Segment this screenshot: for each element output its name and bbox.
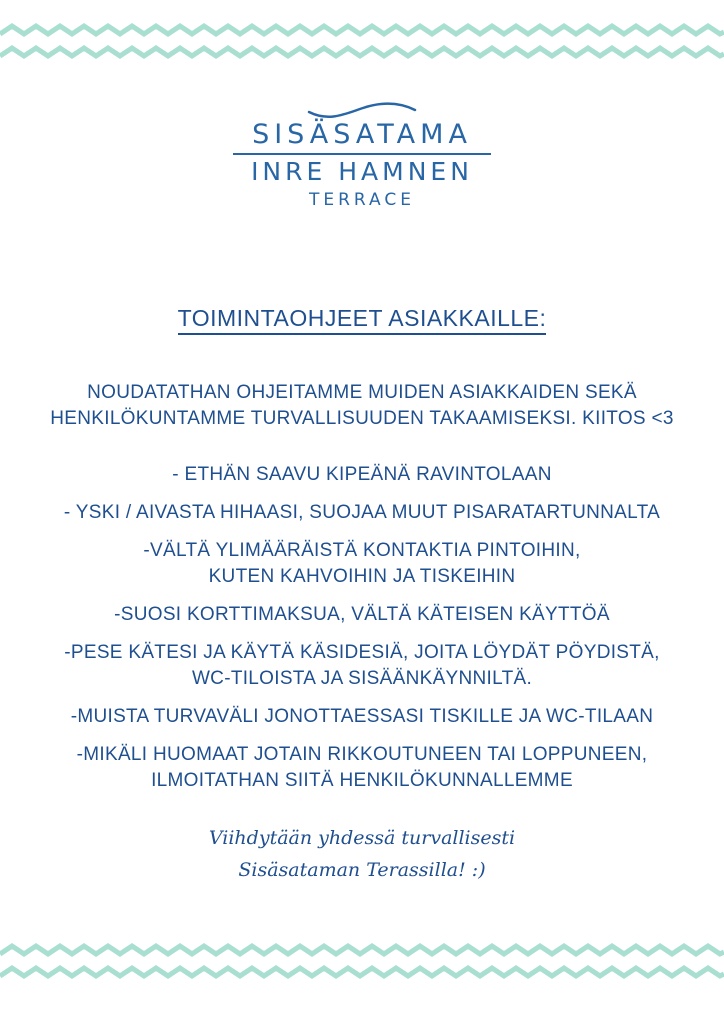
bottom-zigzag-border xyxy=(0,942,724,986)
closing-line: Sisäsataman Terassilla! :) xyxy=(238,859,486,881)
page-title xyxy=(0,305,724,332)
rule-line: -SUOSI KORTTIMAKSUA, VÄLTÄ KÄTEISEN KÄYTTÖÄ xyxy=(114,604,610,625)
rule-item xyxy=(0,742,724,794)
rule-line: -PESE KÄTESI JA KÄYTÄ KÄSIDESIÄ, JOITA LÖYDÄT PÖYDISTÄ, xyxy=(64,642,660,663)
page-title-text: TOIMINTAOHJEET ASIAKKAILLE: xyxy=(178,305,547,335)
rule-item xyxy=(0,538,724,590)
rule-item xyxy=(0,462,724,488)
intro-line: NOUDATATHAN OHJEITAMME MUIDEN ASIAKKAIDEN SEKÄ xyxy=(87,382,637,403)
rule-line: - YSKI / AIVASTA HIHAASI, SUOJAA MUUT PISARATARTUNNALTA xyxy=(63,502,661,523)
rule-item xyxy=(0,640,724,692)
rule-line: ILMOITATHAN SIITÄ HENKILÖKUNNALLEMME xyxy=(151,770,573,791)
logo-name-swedish: INRE HAMNEN xyxy=(251,157,473,186)
rule-line: -MUISTA TURVAVÄLI JONOTTAESSASI TISKILLE JA WC-TILAAN xyxy=(70,706,654,727)
rule-line: - ETHÄN SAAVU KIPEÄNÄ RAVINTOLAAN xyxy=(172,464,552,485)
intro-text xyxy=(0,380,724,432)
rule-item xyxy=(0,602,724,628)
wave-icon xyxy=(307,100,417,120)
rule-item xyxy=(0,500,724,526)
logo-venue-type: TERRACE xyxy=(308,190,415,210)
rule-line: KUTEN KAHVOIHIN JA TISKEIHIN xyxy=(208,566,516,587)
rule-line: -MIKÄLI HUOMAAT JOTAIN RIKKOUTUNEEN TAI LOPPUNEEN, xyxy=(76,744,648,765)
closing-message xyxy=(0,822,724,886)
logo-divider xyxy=(233,153,491,155)
rules-list xyxy=(0,462,724,806)
rule-line: WC-TILOISTA JA SISÄÄNKÄYNNILTÄ. xyxy=(191,668,533,689)
logo-name-finnish: SISÄSATAMA xyxy=(252,119,472,150)
rule-item xyxy=(0,704,724,730)
rule-line: -VÄLTÄ YLIMÄÄRÄISTÄ KONTAKTIA PINTOIHIN, xyxy=(143,540,581,561)
intro-line: HENKILÖKUNTAMME TURVALLISUUDEN TAKAAMISEKSI. KIITOS <3 xyxy=(50,408,674,429)
closing-line: Viihdytään yhdessä turvallisesti xyxy=(208,827,516,849)
top-zigzag-border xyxy=(0,22,724,66)
venue-logo xyxy=(0,100,724,210)
